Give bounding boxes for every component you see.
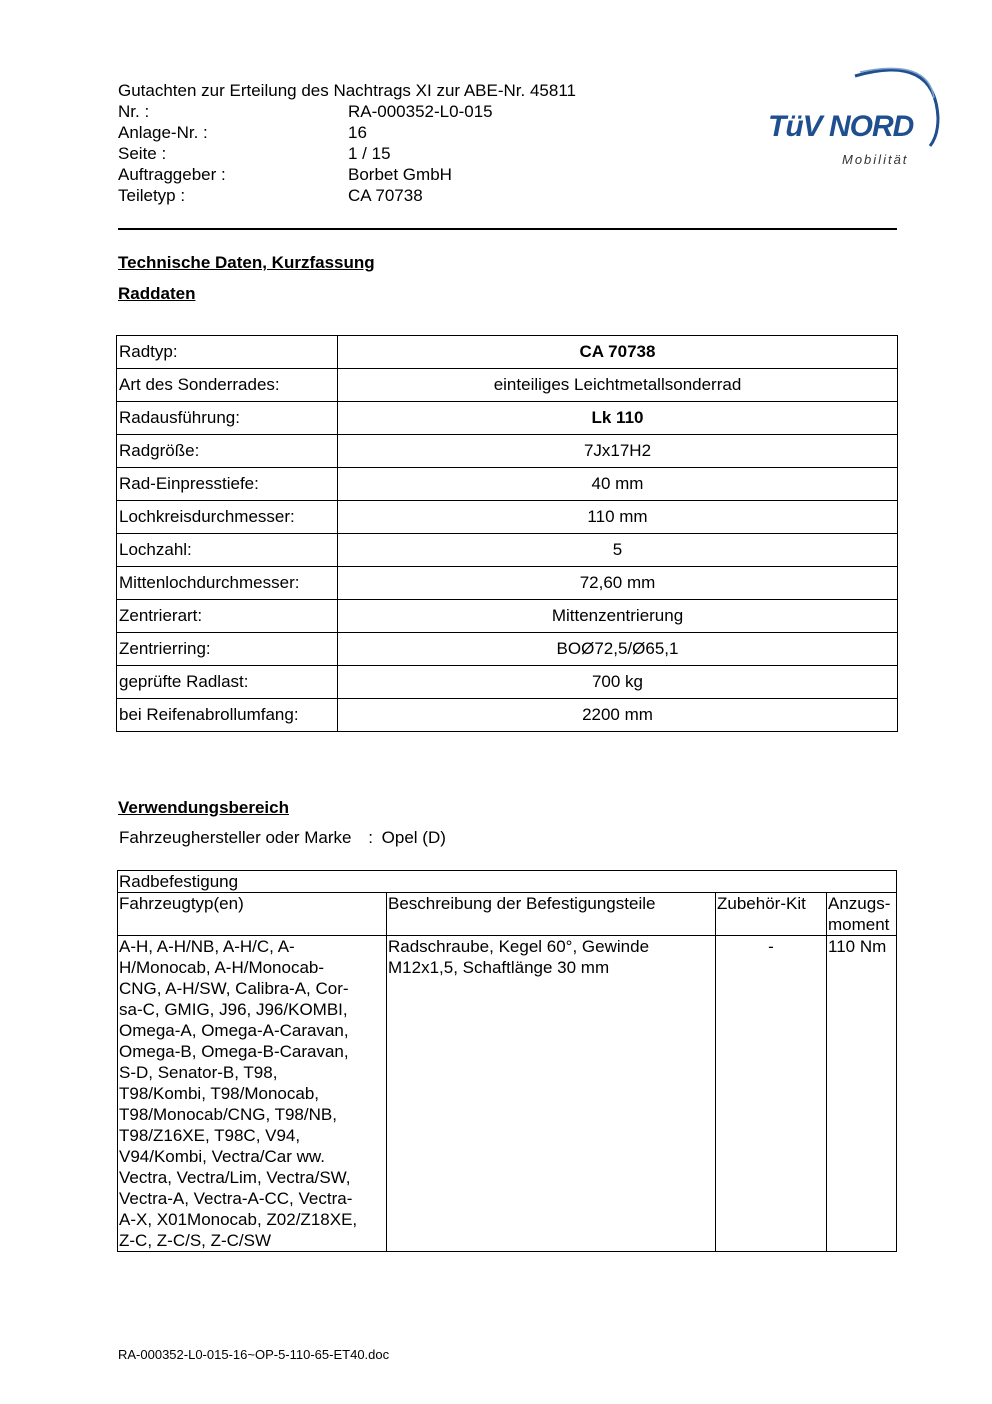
row-value: einteiliges Leichtmetallsonderrad [338,369,898,402]
header-fields [118,101,493,206]
row-label: Radausführung: [117,402,338,435]
table-row [117,402,898,435]
header-field-teiletyp [118,185,493,206]
header-field-seite [118,143,493,164]
logo-subtitle: Mobilität [842,152,909,167]
header-field-nr [118,101,493,122]
row-label: Art des Sonderrades: [117,369,338,402]
torque-cell: 110 Nm [827,936,897,1252]
table-row [117,600,898,633]
manufacturer-line [119,828,446,848]
row-label: Zentrierart: [117,600,338,633]
table-row [117,435,898,468]
row-label: Radtyp: [117,336,338,369]
manufacturer-value: Opel (D) [381,828,446,847]
field-label: Nr. : [118,102,150,121]
table-row [117,468,898,501]
table-row [117,567,898,600]
wheel-fixing-table [117,870,897,1252]
section-heading-wheel: Raddaten [118,284,196,303]
table-row [117,369,898,402]
field-label: Teiletyp : [118,186,186,205]
row-value: 110 mm [338,501,898,534]
header-torque: Anzugs- moment [827,893,897,936]
field-label: Auftraggeber : [118,165,226,184]
row-value: CA 70738 [338,336,898,369]
row-label: Lochzahl: [117,534,338,567]
document-header [118,80,576,206]
table-row [117,534,898,567]
field-value: 1 / 15 [348,144,391,163]
field-value: RA-000352-L0-015 [348,102,493,121]
wheel-data-table [116,335,898,732]
row-value: 2200 mm [338,699,898,732]
row-value: 5 [338,534,898,567]
manufacturer-label: Fahrzeughersteller oder Marke [119,828,352,847]
header-field-auftraggeber [118,164,493,185]
header-kit: Zubehör-Kit [716,893,827,936]
field-value: 16 [348,123,367,142]
row-value: 40 mm [338,468,898,501]
section-heading-technical: Technische Daten, Kurzfassung [118,253,375,272]
row-label: Zentrierring: [117,633,338,666]
kit-cell: - [716,936,827,1252]
header-vehicle-types: Fahrzeugtyp(en) [118,893,387,936]
row-label: Radgröße: [117,435,338,468]
vehicle-types-cell: A-H, A-H/NB, A-H/C, A- H/Monocab, A-H/Monocab- CNG, A-H/SW, Calibra-A, Cor- sa-C, GMIG, J96, J96/KOMBI, Omega-A, Omega-A-Caravan, Omega-B, Omega-B-Caravan, S-D, Senator-B, T98, T98/Kombi, T98/Monocab, T98/Monocab/CNG, T98/NB, T98/Z16XE, T98C, V94, V94/Kombi, Vectra/Car ww. Vectra, Vectra/Lim, Vectra/SW, Vectra-A, Vectra-A-CC, Vectra- A-X, X01Monocab, Z02/Z18XE, Z-C, Z-C/S, Z-C/SW [118,936,387,1252]
row-label: geprüfte Radlast: [117,666,338,699]
table-row [117,336,898,369]
table-caption-row [118,871,897,893]
header-description: Beschreibung der Befestigungsteile [387,893,716,936]
field-label: Anlage-Nr. : [118,123,208,142]
row-value: 72,60 mm [338,567,898,600]
table-header-row [118,893,897,936]
logo-wordmark: TüV NORD [768,110,914,143]
field-value: Borbet GmbH [348,165,452,184]
table-caption: Radbefestigung [118,871,897,893]
header-divider [118,228,897,230]
footer-filename: RA-000352-L0-015-16~OP-5-110-65-ET40.doc [118,1347,390,1362]
row-label: Lochkreisdurchmesser: [117,501,338,534]
row-value: 700 kg [338,666,898,699]
row-label: Rad-Einpresstiefe: [117,468,338,501]
table-row [117,501,898,534]
tuev-nord-logo [760,58,945,173]
manufacturer-separator: : [368,828,373,847]
table-row [117,666,898,699]
description-cell: Radschraube, Kegel 60°, Gewinde M12x1,5, Schaftlänge 30 mm [387,936,716,1252]
field-label: Seite : [118,144,167,163]
row-value: 7Jx17H2 [338,435,898,468]
row-value: Lk 110 [338,402,898,435]
document-title: Gutachten zur Erteilung des Nachtrags XI zur ABE-Nr. 45811 [118,81,576,100]
row-value: Mittenzentrierung [338,600,898,633]
table-row [117,633,898,666]
row-label: Mittenlochdurchmesser: [117,567,338,600]
table-row [118,936,897,1252]
header-field-anlage [118,122,493,143]
row-value: BOØ72,5/Ø65,1 [338,633,898,666]
field-value: CA 70738 [348,186,423,205]
section-heading-usage: Verwendungsbereich [118,798,289,817]
row-label: bei Reifenabrollumfang: [117,699,338,732]
table-row [117,699,898,732]
